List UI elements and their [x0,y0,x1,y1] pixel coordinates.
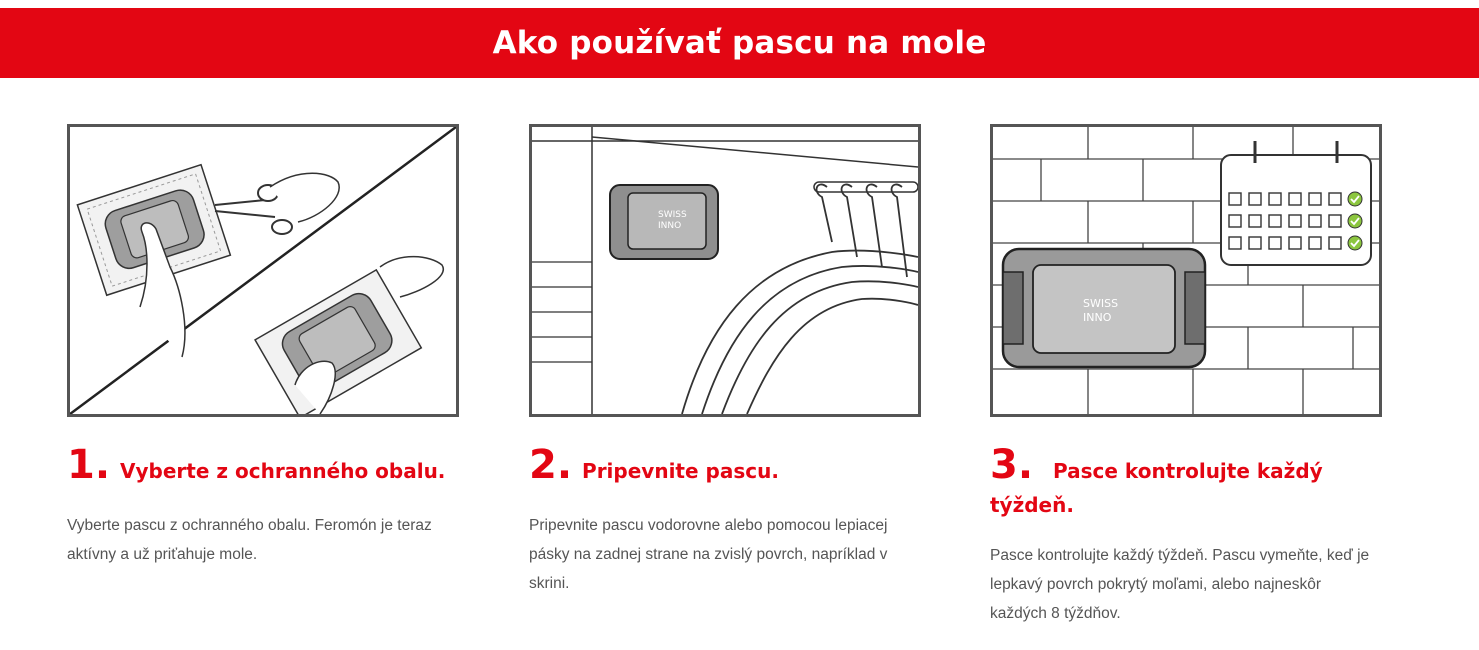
step-1-number: 1. [67,442,111,488]
step-3-text: Pasce kontrolujte každý týždeň. Pascu vymeňte, keď je lepkavý povrch pokrytý moľami, alebo najneskôr každých 8 týždňov. [990,547,1370,622]
unpack-trap-illustration [67,124,459,417]
step-1 [67,124,459,569]
page-title: Ako používať pascu na mole [492,25,987,61]
step-3 [990,124,1382,628]
step-2-heading [529,441,921,489]
step-2-title: Pripevnite pascu. [582,459,779,483]
trap-logo-line-1: SWISS [1083,297,1119,310]
step-3-title: Pasce kontrolujte každý týždeň. [990,459,1323,517]
step-1-heading [67,441,459,489]
step-3-number: 3. [990,442,1034,488]
step-2-text: Pripevnite pascu vodorovne alebo pomocou lepiacej pásky na zadnej strane na zvislý povrch, napríklad v skrini. [529,517,888,592]
calendar-trap-illustration [990,124,1382,417]
trap-logo-line-2: INNO [1083,311,1112,324]
trap-logo-line-2: INNO [658,221,682,231]
step-2 [529,124,921,598]
step-1-text: Vyberte pascu z ochranného obalu. Feromón je teraz aktívny a už priťahuje mole. [67,517,432,563]
step-3-heading [990,441,1382,521]
check-icon [1348,192,1362,250]
step-1-title: Vyberte z ochranného obalu. [120,459,446,483]
wardrobe-trap-illustration [529,124,921,417]
trap-logo-line-1: SWISS [658,210,687,220]
step-2-number: 2. [529,442,573,488]
header-banner [0,8,1479,78]
